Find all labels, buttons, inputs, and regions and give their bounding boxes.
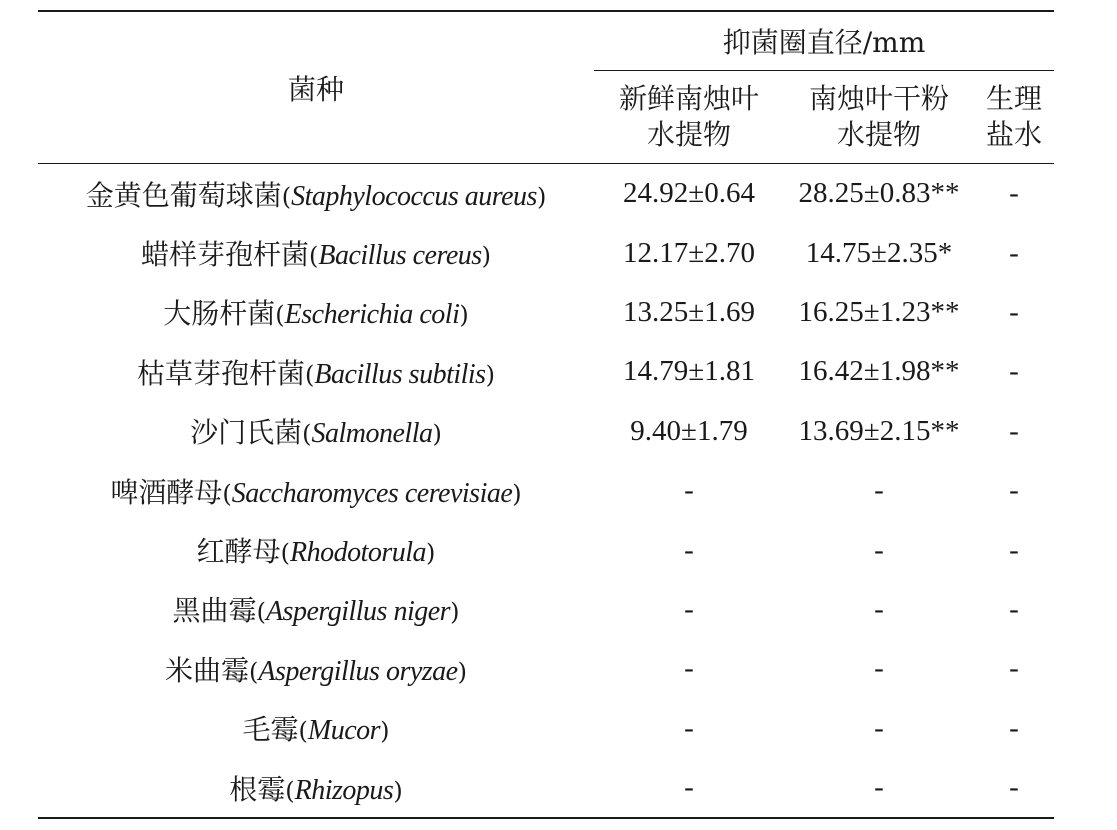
dry-value-cell: 13.69±2.15** [798, 414, 960, 447]
table-row [38, 342, 1054, 401]
species-cell: 黑曲霉(Aspergillus niger) [172, 594, 460, 628]
dry-value-cell: - [874, 474, 884, 507]
fresh-value-cell: - [594, 758, 784, 818]
dry-value-cell: 16.25±1.23** [798, 295, 960, 328]
table-row [38, 758, 1054, 818]
fresh-value-cell: 14.79±1.81 [623, 355, 755, 388]
dry-value-cell: 28.25±0.83** [798, 177, 960, 210]
table-row [38, 402, 1054, 461]
fresh-leaf-extract-header: 新鲜南烛叶 水提物 [594, 71, 784, 164]
saline-value-cell: - [1009, 236, 1019, 269]
fresh-value-cell: 9.40±1.79 [630, 414, 748, 447]
saline-value-cell: - [1009, 474, 1019, 507]
saline-value-cell: - [1009, 533, 1019, 566]
species-cell: 米曲霉(Aspergillus oryzae) [165, 653, 467, 687]
species-cell: 蜡样芽孢杆菌(Bacillus cereus) [140, 238, 492, 272]
species-cell: 啤酒酵母(Saccharomyces cerevisiae) [110, 475, 522, 509]
saline-value-cell: - [1009, 295, 1019, 328]
saline-value-cell: - [1009, 177, 1019, 210]
species-cell: 金黄色葡萄球菌(Staphylococcus aureus) [85, 178, 547, 212]
dry-value-cell: - [874, 533, 884, 566]
table-row [38, 580, 1054, 639]
saline-control-header: 生理 盐水 [974, 71, 1054, 164]
species-cell: 红酵母(Rhodotorula) [196, 535, 436, 569]
fresh-value-cell: 13.25±1.69 [623, 295, 755, 328]
inhibition-zone-table [38, 10, 1054, 819]
fresh-value-cell: - [684, 711, 694, 744]
dry-powder-extract-header: 南烛叶干粉 水提物 [784, 71, 974, 164]
fresh-value-cell: 24.92±0.64 [623, 177, 755, 210]
table-row [38, 223, 1054, 282]
saline-value-cell: - [1009, 652, 1019, 685]
table-body [38, 164, 1054, 819]
header-row-group [38, 11, 1054, 71]
species-column-header: 菌种 [38, 11, 594, 164]
dry-value-cell: - [874, 711, 884, 744]
table-row [38, 164, 1054, 224]
species-cell: 沙门氏菌(Salmonella) [190, 416, 442, 450]
fresh-value-cell: - [684, 652, 694, 685]
inhibition-diameter-group-header: 抑菌圈直径/mm [594, 11, 1054, 71]
fresh-value-cell: - [684, 474, 694, 507]
species-cell: 大肠杆菌(Escherichia coli) [163, 297, 469, 331]
fresh-value-cell: - [684, 533, 694, 566]
saline-value-cell: - [1009, 355, 1019, 388]
table-row [38, 520, 1054, 579]
fresh-value-cell: - [684, 592, 694, 625]
species-cell: 根霉(Rhizopus) [38, 758, 594, 818]
dry-value-cell: - [874, 652, 884, 685]
species-cell: 毛霉(Mucor) [242, 713, 390, 747]
table-row [38, 283, 1054, 342]
dry-value-cell: - [874, 592, 884, 625]
table-row [38, 461, 1054, 520]
saline-value-cell: - [1009, 414, 1019, 447]
species-cell: 枯草芽孢杆菌(Bacillus subtilis) [137, 356, 495, 390]
dry-value-cell: - [784, 758, 974, 818]
table-row [38, 639, 1054, 698]
dry-value-cell: 14.75±2.35* [805, 236, 953, 269]
saline-value-cell: - [974, 758, 1054, 818]
table-row [38, 699, 1054, 758]
saline-value-cell: - [1009, 592, 1019, 625]
saline-value-cell: - [1009, 711, 1019, 744]
dry-value-cell: 16.42±1.98** [798, 355, 960, 388]
fresh-value-cell: 12.17±2.70 [623, 236, 755, 269]
